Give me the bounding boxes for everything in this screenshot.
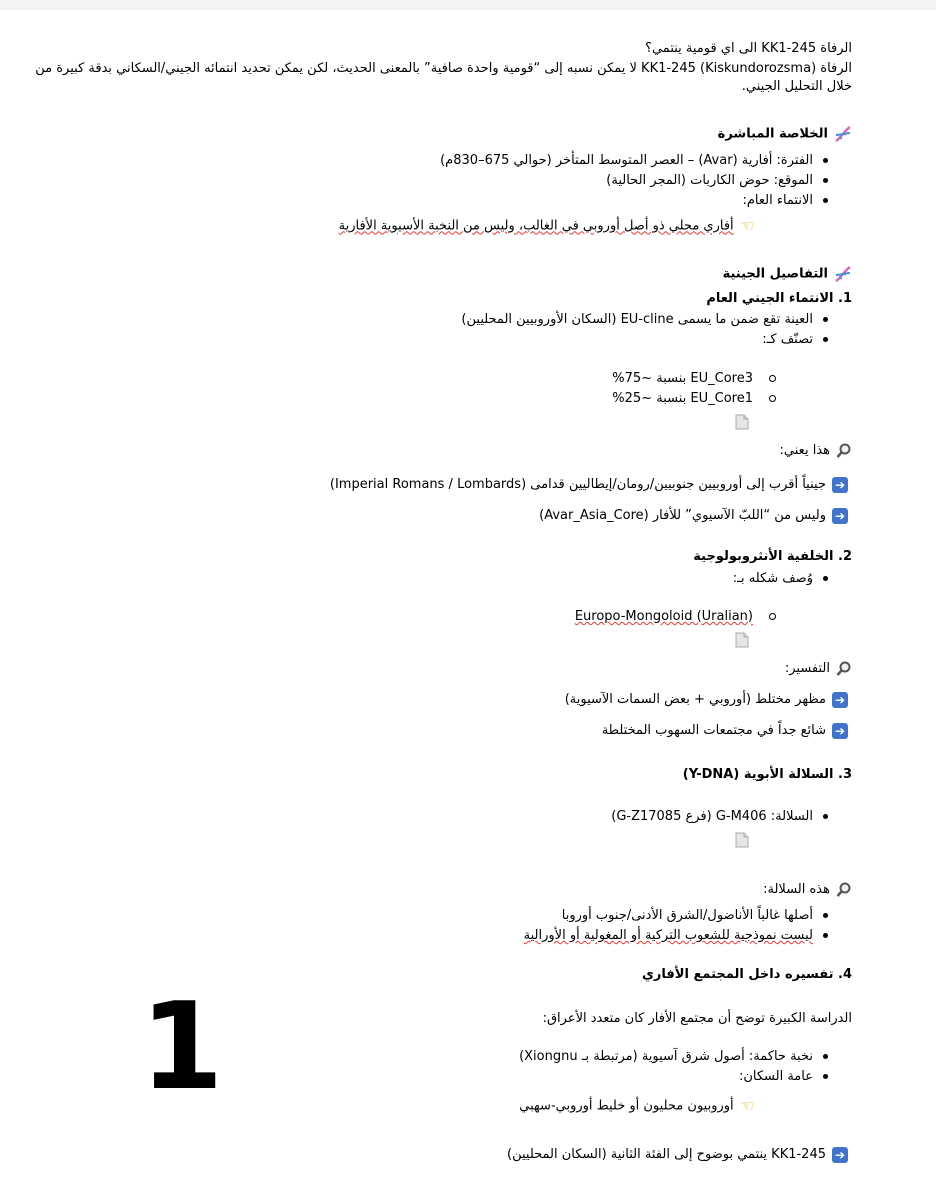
intro-line-1: الرفاة (Kiskundorozsma) KK1-245 لا يمكن نسبه إلى “قومية واحدة صافية” بالمعنى الحديث، لكن يمكن تحديد انتمائه الجيني/السكاني بدقة كبيرة من [35, 61, 852, 76]
circle-bullet [769, 395, 776, 402]
bullet [823, 933, 828, 938]
section-1-title: 1. الانتماء الجيني العام [706, 291, 852, 306]
meaning-label-row: هذا يعني: [780, 442, 852, 460]
list-item: العينة تقع ضمن ما يسمى EU-cline (السكان الأوروبيين المحليين) [461, 311, 828, 329]
bullet [823, 198, 828, 203]
section-4-title: 4. تفسيره داخل المجتمع الأفاري [642, 967, 852, 982]
top-edge [0, 0, 936, 10]
list-item: ليست نموذجية للشعوب التركية أو المغولية أو الأورالية [524, 927, 828, 945]
magnifier-icon [836, 661, 852, 677]
list-item: الموقع: حوض الكاربات (المجر الحالية) [606, 172, 828, 190]
summary-heading [718, 125, 852, 143]
question-heading: الرفاة KK1-245 الى اي قومية ينتمي؟ [645, 41, 852, 56]
summary-conclusion: ☜أفاري محلي ذو أصل أوروبي في الغالب، وليس من النخبة الأسيوية الأفارية [338, 216, 754, 235]
right-arrow-icon: ➔ [832, 723, 848, 739]
sub-list-item: EU_Core3 بنسبة ~75% [612, 370, 776, 388]
list-item: الانتماء العام: [742, 192, 828, 210]
magnifier-icon [836, 443, 852, 459]
magnifier-icon [836, 882, 852, 898]
summary-title: الخلاصة المباشرة [717, 126, 828, 142]
sub-list-item: EU_Core1 بنسبة ~25% [612, 390, 776, 408]
section-2-title: 2. الخلفية الأنثروبولوجية [693, 549, 852, 564]
right-arrow-icon: ➔ [832, 1147, 848, 1163]
dna-icon [834, 125, 852, 143]
bullet [823, 158, 828, 163]
dna-icon [834, 265, 852, 283]
bullet [823, 337, 828, 342]
section-3-title: 3. السلالة الأبوية (Y-DNA) [682, 767, 852, 782]
pointing-hand-icon: ☜ [739, 216, 754, 235]
interpretation-label-row: التفسير: [785, 660, 852, 678]
bullet [823, 178, 828, 183]
meaning-item: ➔وليس من “اللبّ الآسيوي” للأفار (Avar_Asia_Core) [539, 507, 848, 525]
circle-bullet [769, 375, 776, 382]
page-number: 1 [140, 978, 224, 1117]
section-4-conclusion: ☜أوروبيون محليون أو خليط أوروبي-سهبي [519, 1096, 754, 1115]
genetic-heading: التفاصيل الجينية [723, 265, 852, 283]
lineage-label-row: هذه السلالة: [763, 881, 852, 899]
list-item: الفترة: أفارية (Avar) – العصر المتوسط المتأخر (حوالي 675–830م) [440, 152, 828, 170]
list-item: السلالة: G-M406 (فرع G-Z17085) [611, 808, 828, 826]
pointing-hand-icon: ☜ [739, 1096, 754, 1115]
right-arrow-icon: ➔ [832, 692, 848, 708]
intro-line-2: خلال التحليل الجيني. [741, 79, 852, 94]
bullet [823, 814, 828, 819]
bullet [823, 913, 828, 918]
meaning-item: ➔جينياً أقرب إلى أوروبيين جنوبيين/رومان/إيطاليين قدامى (Imperial Romans / Lombards) [330, 476, 848, 494]
list-item: نخبة حاكمة: أصول شرق آسيوية (مرتبطة بـ Xiongnu) [519, 1048, 828, 1066]
circle-bullet [769, 613, 776, 620]
document-icon [735, 832, 749, 848]
list-item: وُصف شكله بـ: [733, 570, 828, 588]
list-item: تصنّف كـ: [762, 331, 828, 349]
list-item: عامة السكان: [739, 1068, 828, 1086]
section-4-text: الدراسة الكبيرة توضح أن مجتمع الأفار كان متعدد الأعراق: [542, 1011, 852, 1026]
sub-list-item: Europo-Mongoloid (Uralian) [575, 608, 776, 626]
final-statement: ➔KK1-245 ينتمي بوضوح إلى الفئة الثانية (السكان المحليين) [507, 1146, 848, 1164]
interpretation-item: ➔مظهر مختلط (أوروبي + بعض السمات الآسيوية) [565, 691, 848, 709]
bullet [823, 1074, 828, 1079]
bullet [823, 1054, 828, 1059]
document-icon [735, 632, 749, 648]
right-arrow-icon: ➔ [832, 508, 848, 524]
list-item: أصلها غالباً الأناضول/الشرق الأدنى/جنوب أوروبا [562, 907, 828, 925]
bullet [823, 576, 828, 581]
interpretation-item: ➔شائع جداً في مجتمعات السهوب المختلطة [602, 722, 848, 740]
document-icon [735, 414, 749, 430]
bullet [823, 317, 828, 322]
right-arrow-icon: ➔ [832, 477, 848, 493]
